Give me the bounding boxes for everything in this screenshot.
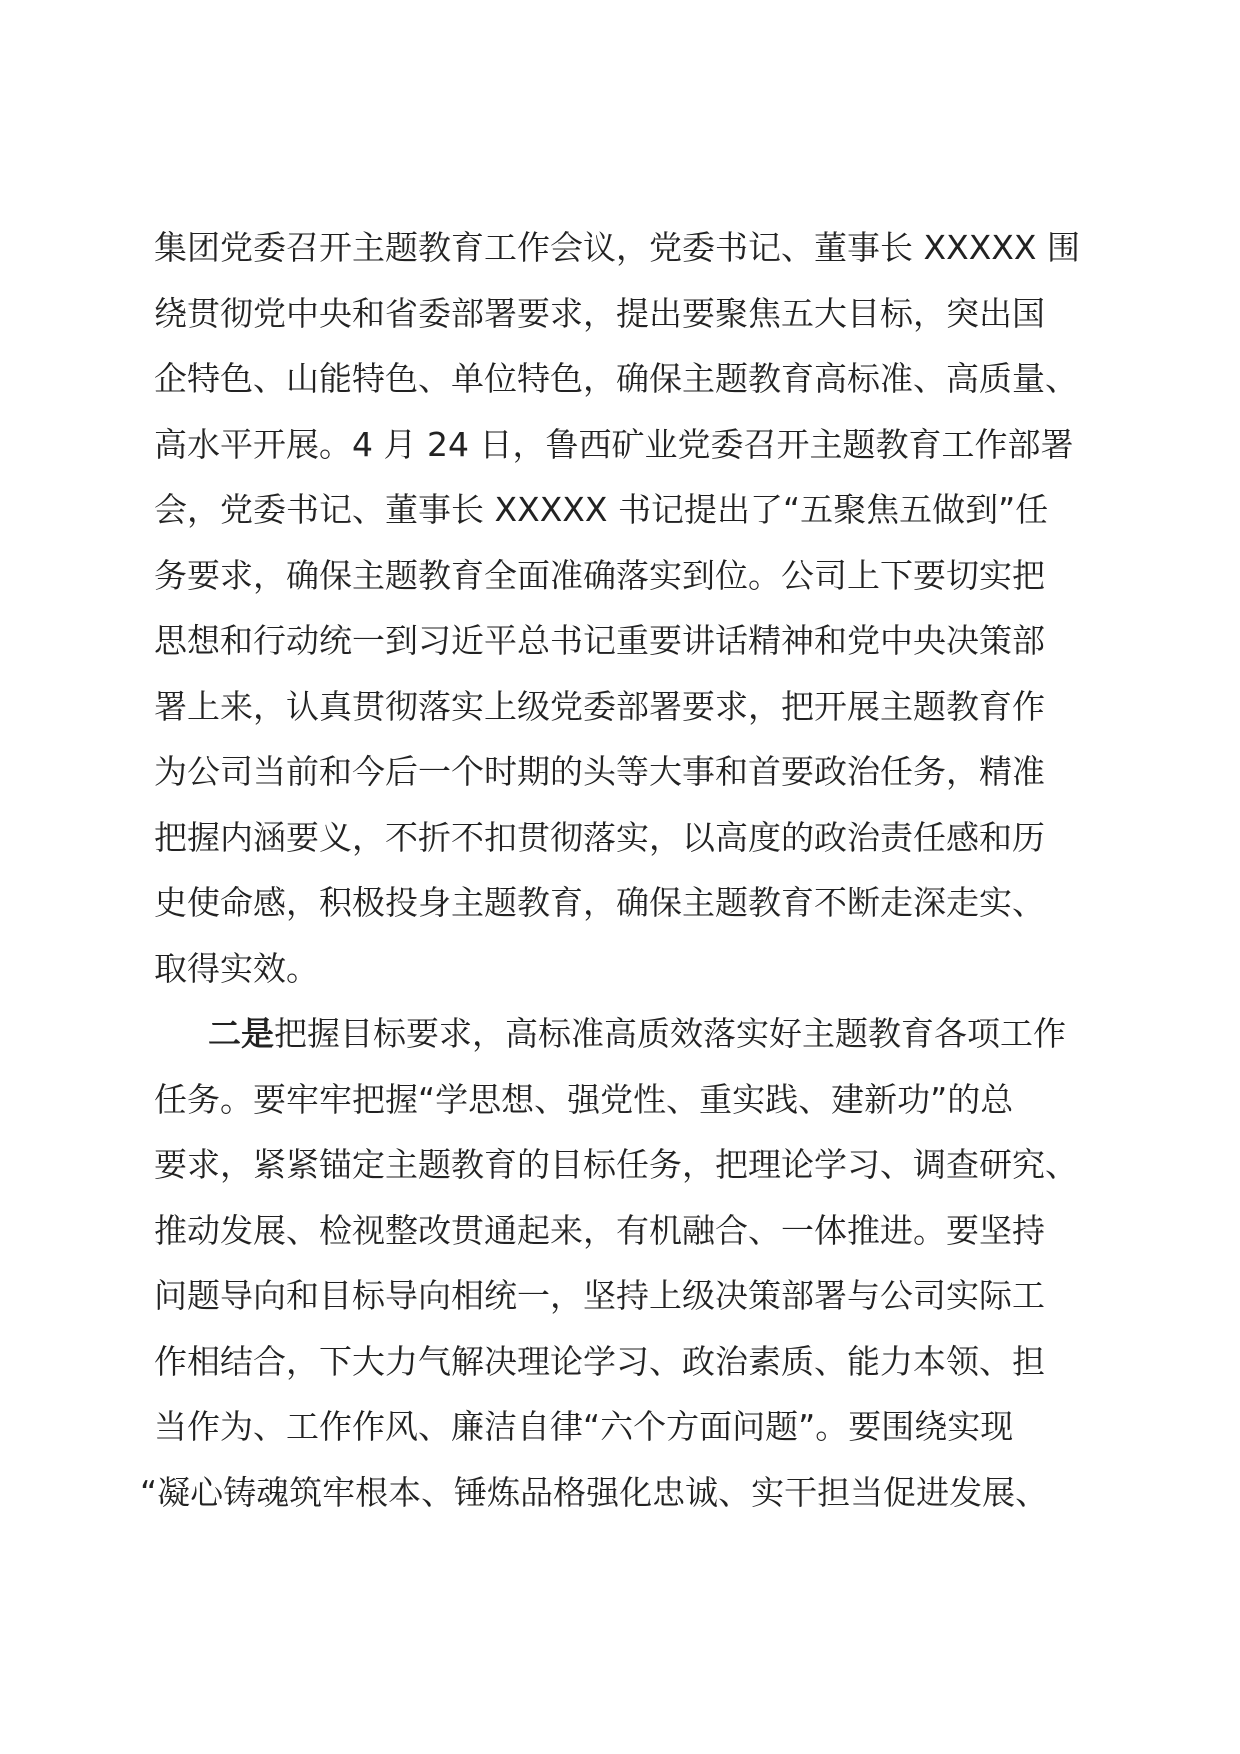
text-line: 作相结合，下大力气解决理论学习、政治素质、能力本领、担 (154, 1341, 1045, 1381)
text-line: 署上来，认真贯彻落实上级党委部署要求，把开展主题教育作 (154, 686, 1045, 726)
paragraph-first-line-text: 把握目标要求，高标准高质效落实好主题教育各项工作 (274, 1014, 1066, 1053)
text-line: 集团党委召开主题教育工作会议，党委书记、董事长 XXXXX 围 (154, 228, 1081, 267)
text-line: 思想和行动统一到习近平总书记重要讲话精神和党中央决策部 (154, 621, 1045, 660)
document-body (140, 215, 1094, 1525)
text-line: 问题导向和目标导向相统一，坚持上级决策部署与公司实际工 (154, 1276, 1045, 1315)
text-line: 高水平开展。4 月 24 日，鲁西矿业党委召开主题教育工作部署 (154, 424, 1074, 464)
paragraph-1 (154, 215, 1094, 1001)
text-line: 当作为、工作作风、廉洁自律“六个方面问题”。要围绕实现 (154, 1407, 1014, 1446)
text-line: 企特色、山能特色、单位特色，确保主题教育高标准、高质量、 (154, 359, 1078, 398)
text-line: 取得实效。 (154, 948, 319, 988)
paragraph-lead-bold: 二是 (208, 1014, 274, 1053)
text-line: “凝心铸魂筑牢根本、锤炼品格强化忠诚、实干担当促进发展、 (140, 1472, 1049, 1512)
paragraph-first-line (154, 1001, 1094, 1067)
text-line: 为公司当前和今后一个时期的头等大事和首要政治任务，精准 (154, 752, 1045, 791)
text-line: 推动发展、检视整改贯通起来，有机融合、一体推进。要坚持 (154, 1210, 1045, 1250)
paragraph-2 (140, 1001, 1094, 1525)
text-line: 务要求，确保主题教育全面准确落实到位。公司上下要切实把 (154, 555, 1045, 595)
text-line: 把握内涵要义，不折不扣贯彻落实，以高度的政治责任感和历 (154, 817, 1045, 857)
text-line: 任务。要牢牢把握“学思想、强党性、重实践、建新功”的总 (154, 1079, 1014, 1119)
text-line: 要求，紧紧锚定主题教育的目标任务，把理论学习、调查研究、 (154, 1145, 1078, 1184)
text-line: 会，党委书记、董事长 XXXXX 书记提出了“五聚焦五做到”任 (154, 490, 1049, 529)
text-line: 绕贯彻党中央和省委部署要求，提出要聚焦五大目标，突出国 (154, 293, 1045, 333)
text-line: 史使命感，积极投身主题教育，确保主题教育不断走深走实、 (154, 883, 1045, 922)
